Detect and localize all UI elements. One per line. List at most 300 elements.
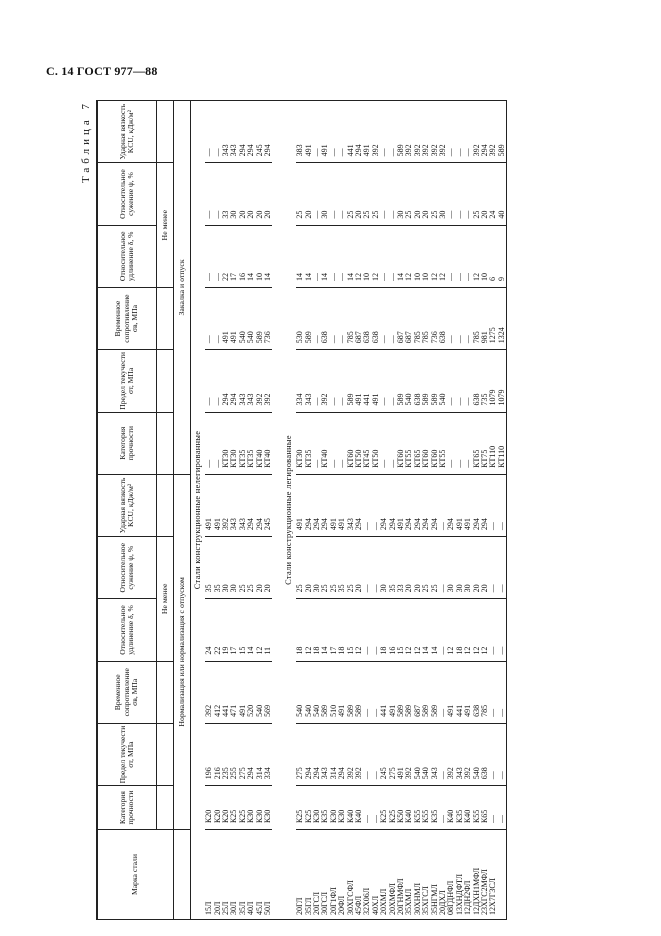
cell-category-right: КТ55 [405, 412, 413, 474]
header-impact-left: Ударная вязкость KCU, кДж/м² [97, 474, 157, 536]
cell-category-right: КТ30 [230, 412, 238, 474]
cell-reduction-left: 20 [355, 537, 363, 599]
cell-yield-left: 275 [239, 723, 247, 785]
table-row [464, 101, 472, 920]
cell-yield-right: 638 [414, 350, 422, 412]
cell-yield-left: 314 [255, 723, 263, 785]
cell-impact-right: — [338, 101, 346, 163]
cell-yield-right: — [213, 350, 221, 412]
table-row [472, 101, 480, 920]
cell-category-left: К40 [405, 786, 413, 830]
cell-category-right: КТ60 [397, 412, 405, 474]
cell-elongation-right: 14 [305, 225, 313, 287]
cell-impact-right: 441 [346, 101, 354, 163]
cell-reduction-left: 33 [397, 537, 405, 599]
cell-elongation-left: 18 [296, 599, 304, 661]
subheader-blank [157, 786, 174, 830]
cell-tensile-left: 441 [222, 661, 230, 723]
cell-category-right: — [213, 412, 221, 474]
cell-grade: 45ФЛ [355, 830, 363, 920]
cell-reduction-left: 20 [264, 537, 272, 599]
table-row [255, 101, 263, 920]
cell-reduction-left: 20 [305, 537, 313, 599]
cell-tensile-left: 540 [313, 661, 321, 723]
cell-tensile-left: 441 [456, 661, 464, 723]
cell-grade: 25Л [222, 830, 230, 920]
cell-tensile-left: 569 [264, 661, 272, 723]
cell-reduction-left: 35 [338, 537, 346, 599]
cell-reduction-left: 25 [346, 537, 354, 599]
cell-reduction-left: — [439, 537, 447, 599]
cell-reduction-left: 30 [313, 537, 321, 599]
cell-reduction-right: 20 [414, 163, 422, 225]
cell-grade: 20ДХЛ [439, 830, 447, 920]
cell-reduction-right: 40 [498, 163, 507, 225]
cell-impact-left: 491 [205, 474, 213, 536]
cell-impact-left: 491 [338, 474, 346, 536]
cell-grade: 20Л [213, 830, 221, 920]
cell-yield-left: — [372, 723, 380, 785]
cell-yield-right: 441 [363, 350, 371, 412]
cell-elongation-left: 18 [380, 599, 388, 661]
cell-tensile-right: 687 [397, 287, 405, 349]
cell-reduction-right: 25 [346, 163, 354, 225]
cell-reduction-right: 20 [355, 163, 363, 225]
cell-yield-left: 540 [422, 723, 430, 785]
cell-reduction-right: 20 [247, 163, 255, 225]
cell-elongation-left: 17 [330, 599, 338, 661]
cell-tensile-left: — [372, 661, 380, 723]
cell-reduction-right: — [464, 163, 472, 225]
header-yield-right: Предел текучести σт, МПа [97, 350, 157, 412]
cell-yield-right: 735 [481, 350, 489, 412]
cell-reduction-right: — [388, 163, 396, 225]
cell-tensile-left: 491 [388, 661, 396, 723]
cell-tensile-right: 736 [430, 287, 438, 349]
cell-grade: 30ГСЛ [321, 830, 329, 920]
cell-category-left: К40 [346, 786, 354, 830]
cell-impact-right: 392 [489, 101, 497, 163]
cell-yield-left: 491 [397, 723, 405, 785]
cell-reduction-left: 25 [422, 537, 430, 599]
cell-impact-right: — [205, 101, 213, 163]
subheader-norm-mode: Нормализация или нормализация с отпуском [174, 474, 191, 829]
table-row [264, 101, 272, 920]
cell-elongation-left: — [498, 599, 507, 661]
cell-category-left: К35 [456, 786, 464, 830]
cell-reduction-right: 20 [481, 163, 489, 225]
header-yield-left: Предел текучести σт, МПа [97, 723, 157, 785]
cell-yield-right: 589 [346, 350, 354, 412]
cell-reduction-left: 35 [388, 537, 396, 599]
cell-category-right: — [313, 412, 321, 474]
cell-impact-right: — [456, 101, 464, 163]
table-caption: Таблица 7 [80, 100, 92, 184]
cell-yield-right: — [330, 350, 338, 412]
cell-elongation-left: — [489, 599, 497, 661]
cell-elongation-right: 14 [296, 225, 304, 287]
cell-impact-left: — [498, 474, 507, 536]
cell-tensile-left: 589 [355, 661, 363, 723]
cell-elongation-right: 17 [230, 225, 238, 287]
cell-elongation-right: — [380, 225, 388, 287]
cell-yield-left: 638 [481, 723, 489, 785]
cell-impact-right: 491 [321, 101, 329, 163]
cell-yield-right: — [338, 350, 346, 412]
cell-impact-left: 294 [388, 474, 396, 536]
cell-impact-right: 491 [305, 101, 313, 163]
cell-impact-right: 294 [355, 101, 363, 163]
cell-impact-right: 294 [481, 101, 489, 163]
steel-properties-table [96, 100, 507, 920]
cell-yield-right: — [456, 350, 464, 412]
table-row [330, 101, 338, 920]
cell-reduction-left: 20 [414, 537, 422, 599]
cell-yield-left: 540 [414, 723, 422, 785]
cell-tensile-right: 638 [363, 287, 371, 349]
cell-yield-right: 334 [296, 350, 304, 412]
cell-grade: 13ХНДФТЛ [456, 830, 464, 920]
cell-grade: 12ДХН1МФЛ [472, 830, 480, 920]
cell-reduction-right: 25 [405, 163, 413, 225]
cell-elongation-right: — [330, 225, 338, 287]
cell-elongation-left: 14 [247, 599, 255, 661]
cell-impact-right: — [380, 101, 388, 163]
cell-tensile-left: 392 [205, 661, 213, 723]
cell-tensile-left: 540 [305, 661, 313, 723]
cell-reduction-right: 30 [230, 163, 238, 225]
cell-impact-left: 343 [346, 474, 354, 536]
table-row [397, 101, 405, 920]
cell-yield-right: 392 [255, 350, 263, 412]
cell-reduction-right: 33 [222, 163, 230, 225]
subheader-blank [157, 661, 174, 723]
table-row [355, 101, 363, 920]
table-row [430, 101, 438, 920]
cell-category-left: — [363, 786, 371, 830]
cell-tensile-left: 589 [405, 661, 413, 723]
cell-category-right: КТ65 [414, 412, 422, 474]
cell-yield-left: — [489, 723, 497, 785]
rotated-table-frame [80, 100, 620, 920]
cell-yield-left: 343 [430, 723, 438, 785]
cell-impact-left: 294 [472, 474, 480, 536]
cell-yield-left: 392 [346, 723, 354, 785]
cell-elongation-left: 19 [222, 599, 230, 661]
cell-impact-right: 245 [255, 101, 263, 163]
cell-tensile-right: 687 [355, 287, 363, 349]
cell-grade: 20ГСЛ [313, 830, 321, 920]
cell-yield-right: 589 [422, 350, 430, 412]
cell-tensile-right: 785 [422, 287, 430, 349]
cell-reduction-right: — [313, 163, 321, 225]
cell-tensile-right: 1275 [489, 287, 497, 349]
cell-reduction-right: — [213, 163, 221, 225]
header-tensile-right: Временное сопротивление σв, МПа [97, 287, 157, 349]
cell-impact-right: — [330, 101, 338, 163]
cell-impact-right: — [388, 101, 396, 163]
cell-yield-left: 294 [305, 723, 313, 785]
cell-elongation-left: 12 [305, 599, 313, 661]
cell-tensile-left: 491 [464, 661, 472, 723]
cell-elongation-right: 10 [422, 225, 430, 287]
cell-reduction-left: 35 [205, 537, 213, 599]
cell-elongation-right: 12 [439, 225, 447, 287]
cell-reduction-right: 20 [255, 163, 263, 225]
cell-tensile-right: — [464, 287, 472, 349]
cell-grade: 40Л [247, 830, 255, 920]
cell-category-left: К35 [321, 786, 329, 830]
table-row [414, 101, 422, 920]
cell-category-right: КТ40 [255, 412, 263, 474]
table-row [222, 101, 230, 920]
cell-elongation-left: 12 [472, 599, 480, 661]
cell-impact-left: — [363, 474, 371, 536]
cell-tensile-right: — [213, 287, 221, 349]
cell-yield-right: — [313, 350, 321, 412]
cell-grade: 35ХГСЛ [422, 830, 430, 920]
header-reduction-right: Относительное сужение ψ, % [97, 163, 157, 225]
cell-category-right: КТ110 [498, 412, 507, 474]
cell-yield-left: 392 [355, 723, 363, 785]
cell-grade: 32Х06Л [363, 830, 371, 920]
cell-yield-right: 392 [264, 350, 272, 412]
cell-category-right: КТ35 [247, 412, 255, 474]
cell-category-right: КТ60 [422, 412, 430, 474]
cell-impact-right: — [447, 101, 455, 163]
cell-elongation-right: 9 [498, 225, 507, 287]
header-impact-right: Ударная вязкость KCU, кДж/м² [97, 101, 157, 163]
cell-yield-left: 392 [405, 723, 413, 785]
cell-yield-left: 245 [380, 723, 388, 785]
subheader-not-less-right: Не менее [157, 163, 174, 288]
cell-yield-right: 589 [430, 350, 438, 412]
cell-tensile-right: 1324 [498, 287, 507, 349]
cell-tensile-left: 589 [397, 661, 405, 723]
cell-category-right: КТ50 [355, 412, 363, 474]
cell-category-right: КТ30 [222, 412, 230, 474]
cell-yield-left: 294 [247, 723, 255, 785]
cell-impact-left: — [372, 474, 380, 536]
cell-impact-right: 392 [372, 101, 380, 163]
cell-category-right: КТ35 [239, 412, 247, 474]
cell-tensile-right: — [456, 287, 464, 349]
cell-yield-left: 294 [338, 723, 346, 785]
cell-category-left: К25 [239, 786, 247, 830]
cell-yield-left: 196 [205, 723, 213, 785]
cell-impact-left: 491 [296, 474, 304, 536]
cell-grade: 20ХМЛ [380, 830, 388, 920]
cell-yield-right: — [205, 350, 213, 412]
cell-impact-right: 392 [472, 101, 480, 163]
cell-impact-left: 491 [330, 474, 338, 536]
spacer-cell [272, 101, 282, 920]
cell-category-left: К55 [472, 786, 480, 830]
cell-tensile-left: — [439, 661, 447, 723]
table-row [388, 101, 396, 920]
cell-category-right: — [330, 412, 338, 474]
table-row [247, 101, 255, 920]
subheader-blank [157, 287, 174, 349]
cell-category-left: К25 [230, 786, 238, 830]
cell-elongation-left: 17 [230, 599, 238, 661]
cell-yield-right: 392 [321, 350, 329, 412]
cell-category-left: К25 [388, 786, 396, 830]
cell-category-right: КТ60 [346, 412, 354, 474]
cell-tensile-right: 736 [264, 287, 272, 349]
cell-yield-left: — [498, 723, 507, 785]
cell-reduction-left: 30 [230, 537, 238, 599]
cell-reduction-left: 35 [213, 537, 221, 599]
table-row [481, 101, 489, 920]
cell-category-left: К55 [422, 786, 430, 830]
cell-category-right: — [388, 412, 396, 474]
table-row [489, 101, 497, 920]
cell-impact-right: — [464, 101, 472, 163]
cell-category-left: К65 [481, 786, 489, 830]
cell-yield-left: — [439, 723, 447, 785]
cell-category-left: К30 [247, 786, 255, 830]
cell-tensile-left: 638 [472, 661, 480, 723]
cell-category-left: К25 [305, 786, 313, 830]
cell-elongation-right: — [447, 225, 455, 287]
cell-elongation-right: — [213, 225, 221, 287]
cell-tensile-left: 589 [430, 661, 438, 723]
cell-reduction-right: 20 [264, 163, 272, 225]
cell-impact-left: 294 [321, 474, 329, 536]
cell-yield-left: 334 [264, 723, 272, 785]
cell-elongation-left: 12 [255, 599, 263, 661]
cell-category-right: КТ40 [264, 412, 272, 474]
cell-yield-right: 540 [439, 350, 447, 412]
subheader-blank [157, 474, 174, 536]
cell-grade: 30Л [230, 830, 238, 920]
cell-category-right: КТ60 [430, 412, 438, 474]
cell-tensile-right: — [330, 287, 338, 349]
cell-impact-right: 392 [414, 101, 422, 163]
cell-category-left: — [372, 786, 380, 830]
table-row [338, 101, 346, 920]
cell-tensile-left: 510 [330, 661, 338, 723]
cell-impact-right: 491 [363, 101, 371, 163]
cell-category-left: К25 [296, 786, 304, 830]
cell-tensile-right: — [205, 287, 213, 349]
section-row [191, 101, 206, 920]
cell-reduction-left: 25 [296, 537, 304, 599]
subheader-blank [157, 412, 174, 474]
cell-impact-left: — [489, 474, 497, 536]
cell-elongation-left: 15 [239, 599, 247, 661]
section-row [282, 101, 296, 920]
cell-tensile-left: 589 [346, 661, 354, 723]
cell-elongation-left: 24 [205, 599, 213, 661]
cell-tensile-right: 530 [296, 287, 304, 349]
cell-elongation-right: 16 [239, 225, 247, 287]
cell-elongation-right: 10 [481, 225, 489, 287]
cell-impact-right: 343 [222, 101, 230, 163]
cell-elongation-right: 6 [489, 225, 497, 287]
cell-yield-right: — [464, 350, 472, 412]
cell-category-left: — [489, 786, 497, 830]
cell-reduction-right: 24 [489, 163, 497, 225]
cell-yield-left: 343 [456, 723, 464, 785]
cell-grade: 45Л [255, 830, 263, 920]
cell-impact-right: 294 [264, 101, 272, 163]
cell-grade: 35НГМЛ [430, 830, 438, 920]
cell-category-left: — [439, 786, 447, 830]
table-row [405, 101, 413, 920]
cell-reduction-right: 25 [363, 163, 371, 225]
cell-tensile-right: 981 [481, 287, 489, 349]
cell-category-right: КТ50 [372, 412, 380, 474]
cell-impact-right: 294 [239, 101, 247, 163]
cell-reduction-left: 25 [430, 537, 438, 599]
cell-reduction-right: 30 [321, 163, 329, 225]
cell-tensile-left: 589 [422, 661, 430, 723]
cell-grade: 50Л [264, 830, 272, 920]
cell-elongation-right: 12 [430, 225, 438, 287]
cell-elongation-left: 15 [397, 599, 405, 661]
cell-yield-right: 294 [230, 350, 238, 412]
cell-yield-right: 540 [405, 350, 413, 412]
cell-grade: 30ХГСФЛ [346, 830, 354, 920]
cell-category-right: КТ40 [321, 412, 329, 474]
table-row [230, 101, 238, 920]
cell-impact-left: 294 [355, 474, 363, 536]
cell-category-left: К35 [430, 786, 438, 830]
cell-impact-left: 294 [430, 474, 438, 536]
cell-elongation-left: 12 [405, 599, 413, 661]
cell-category-left: К40 [464, 786, 472, 830]
header-reduction-left: Относительное сужение ψ, % [97, 537, 157, 599]
cell-tensile-left: 491 [338, 661, 346, 723]
cell-tensile-right: 638 [439, 287, 447, 349]
cell-impact-left: 294 [405, 474, 413, 536]
table-body [191, 101, 507, 920]
cell-tensile-left: 441 [380, 661, 388, 723]
cell-tensile-right: — [338, 287, 346, 349]
cell-grade: 35Л [239, 830, 247, 920]
cell-elongation-right: — [388, 225, 396, 287]
cell-elongation-left: 18 [313, 599, 321, 661]
cell-yield-left: 540 [472, 723, 480, 785]
cell-impact-right: 392 [430, 101, 438, 163]
cell-reduction-right: 20 [239, 163, 247, 225]
cell-elongation-left: — [372, 599, 380, 661]
cell-category-left: К20 [213, 786, 221, 830]
cell-elongation-right: — [464, 225, 472, 287]
cell-elongation-right: 14 [264, 225, 272, 287]
cell-category-right: КТ65 [472, 412, 480, 474]
cell-reduction-right: 20 [305, 163, 313, 225]
cell-reduction-left: 25 [247, 537, 255, 599]
cell-impact-left: 491 [397, 474, 405, 536]
header-elongation-right: Относительное удлинение δ, % [97, 225, 157, 287]
cell-reduction-right: — [380, 163, 388, 225]
header-tensile-left: Временное сопротивление σв, МПа [97, 661, 157, 723]
cell-elongation-right: 12 [355, 225, 363, 287]
cell-category-right: — [338, 412, 346, 474]
cell-elongation-right: 22 [222, 225, 230, 287]
cell-reduction-right: — [447, 163, 455, 225]
cell-reduction-left: 25 [321, 537, 329, 599]
cell-reduction-right: 25 [372, 163, 380, 225]
table-row [239, 101, 247, 920]
cell-yield-right: — [380, 350, 388, 412]
cell-impact-left: 491 [464, 474, 472, 536]
cell-grade: 12Х7Г3СЛ [489, 830, 497, 920]
cell-category-right: КТ35 [305, 412, 313, 474]
